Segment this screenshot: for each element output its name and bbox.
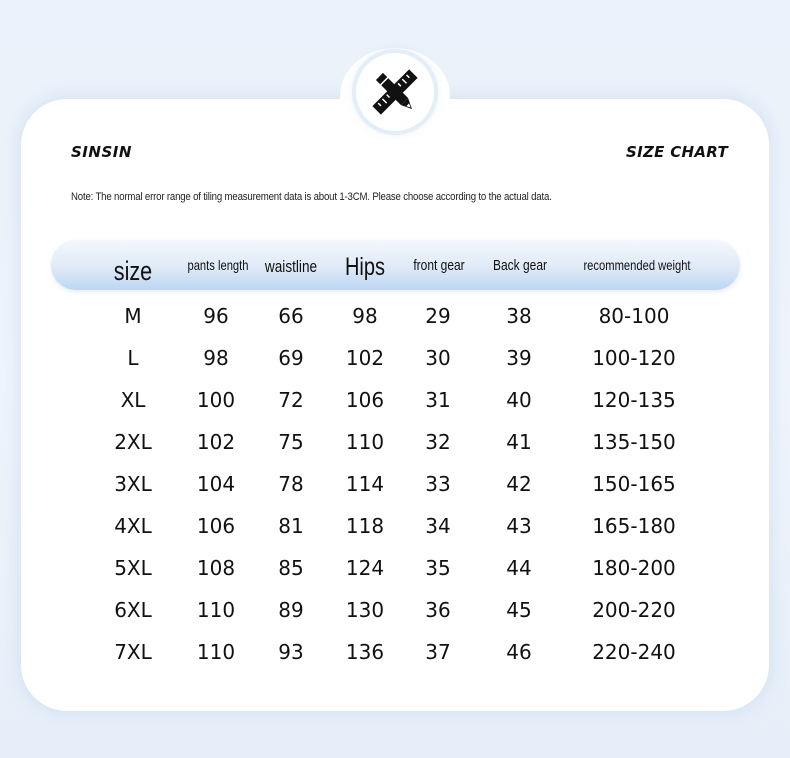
cell-pants-length: 102 [196,430,236,454]
cell-recommended-weight: 120-135 [592,388,676,412]
column-header-hips: Hips [344,252,385,281]
cell-back-gear: 44 [506,556,532,580]
cell-recommended-weight: 220-240 [592,640,676,664]
cell-waistline: 72 [278,388,304,412]
cell-front-gear: 32 [425,430,451,454]
cell-waistline: 81 [278,514,304,538]
cell-front-gear: 31 [425,388,451,412]
cell-recommended-weight: 150-165 [592,472,676,496]
cell-recommended-weight: 80-100 [598,304,670,328]
table-row [0,337,790,379]
cell-size: M [124,304,142,328]
cell-size: L [127,346,139,370]
cell-pants-length: 104 [196,472,236,496]
cell-back-gear: 38 [506,304,532,328]
column-header-recommended-weight: recommended weight [583,257,691,273]
size-table-body [0,295,790,673]
cell-front-gear: 35 [425,556,451,580]
cell-recommended-weight: 135-150 [592,430,676,454]
cell-hips: 102 [345,346,385,370]
cell-front-gear: 33 [425,472,451,496]
brand-name: SINSIN [71,143,132,161]
cell-recommended-weight: 200-220 [592,598,676,622]
icon-badge [356,53,434,131]
cell-front-gear: 37 [425,640,451,664]
cell-pants-length: 110 [196,640,236,664]
cell-size: XL [120,388,146,412]
cell-waistline: 78 [278,472,304,496]
cell-size: 5XL [114,556,152,580]
cell-hips: 106 [345,388,385,412]
cell-back-gear: 45 [506,598,532,622]
page-title: SIZE CHART [625,143,728,161]
cell-back-gear: 39 [506,346,532,370]
cell-size: 3XL [114,472,152,496]
table-row [0,505,790,547]
cell-pants-length: 106 [196,514,236,538]
column-header-front-gear: front gear [413,256,465,274]
cell-back-gear: 42 [506,472,532,496]
cell-pants-length: 100 [196,388,236,412]
cell-waistline: 89 [278,598,304,622]
column-header-waistline: waistline [264,257,318,276]
cell-front-gear: 34 [425,514,451,538]
measurement-note: Note: The normal error range of tiling measurement data is about 1-3CM. Please choose according to the actual data. [71,191,552,203]
cell-back-gear: 43 [506,514,532,538]
cell-waistline: 85 [278,556,304,580]
cell-pants-length: 96 [203,304,229,328]
cell-waistline: 66 [278,304,304,328]
cell-pants-length: 108 [196,556,236,580]
cell-front-gear: 29 [425,304,451,328]
cell-hips: 98 [352,304,378,328]
column-header-pants-length: pants length [187,257,249,273]
cell-back-gear: 40 [506,388,532,412]
cell-hips: 114 [345,472,385,496]
cell-hips: 130 [345,598,385,622]
cell-pants-length: 98 [203,346,229,370]
cell-waistline: 69 [278,346,304,370]
cell-front-gear: 36 [425,598,451,622]
table-row [0,463,790,505]
cell-hips: 124 [345,556,385,580]
cell-size: 6XL [114,598,152,622]
cell-recommended-weight: 180-200 [592,556,676,580]
column-header-back-gear: Back gear [492,256,548,274]
table-row [0,421,790,463]
cell-front-gear: 30 [425,346,451,370]
table-row [0,547,790,589]
cell-recommended-weight: 100-120 [592,346,676,370]
cell-waistline: 93 [278,640,304,664]
cell-size: 2XL [114,430,152,454]
cell-waistline: 75 [278,430,304,454]
cell-hips: 118 [345,514,385,538]
cell-size: 7XL [114,640,152,664]
table-row [0,631,790,673]
table-row [0,295,790,337]
cell-hips: 136 [345,640,385,664]
cell-recommended-weight: 165-180 [592,514,676,538]
ruler-pencil-icon [369,66,421,118]
cell-pants-length: 110 [196,598,236,622]
table-row [0,589,790,631]
cell-back-gear: 46 [506,640,532,664]
cell-back-gear: 41 [506,430,532,454]
column-header-size: size [113,255,153,286]
cell-size: 4XL [114,514,152,538]
table-row [0,379,790,421]
cell-hips: 110 [345,430,385,454]
